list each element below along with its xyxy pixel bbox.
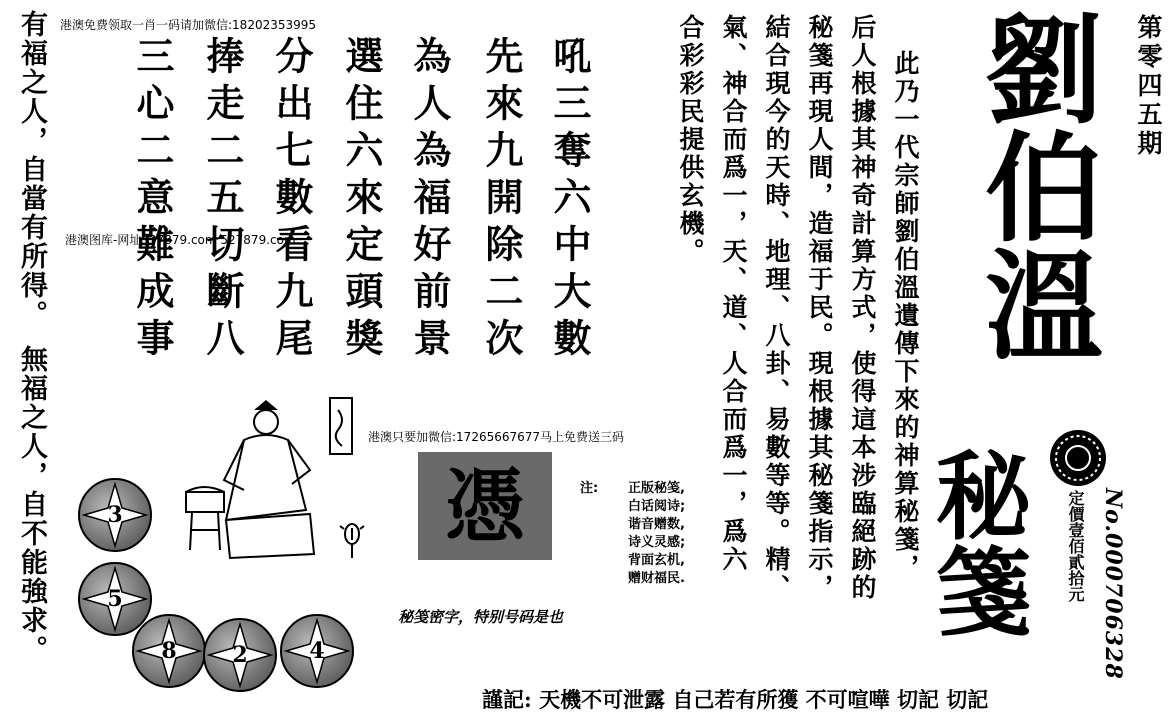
poem-line: 為人為福好前景 <box>407 36 451 365</box>
watermark-middle: 港澳图库-网址537879.com 527879.com <box>65 233 296 247</box>
poem-line: 先來九開除二次 <box>479 36 523 365</box>
ball-number: 5 <box>107 586 123 612</box>
left-column-text-2: 無福之人，自不能強求。 <box>16 345 47 664</box>
note-line: 赠财福民. <box>628 571 685 586</box>
poem-line: 選住六來定頭獎 <box>339 36 383 365</box>
main-title: 劉伯溫 <box>965 8 1104 362</box>
note-line: 白话阅诗; <box>628 499 686 514</box>
stamp-block <box>418 452 552 560</box>
secret-caption: 秘笺密字，特别号码是也 <box>398 608 564 626</box>
number-ball <box>280 614 354 688</box>
note-line: 诗义灵感; <box>628 535 686 550</box>
sub-title: 秘箋 <box>920 446 1033 638</box>
description-line: 秘箋再現人間，造福于民。現根據其秘箋指示， <box>805 14 834 602</box>
poem-line: 分出七數看九尾 <box>269 36 313 365</box>
ball-number: 3 <box>107 502 123 528</box>
seal-icon <box>1050 430 1106 486</box>
number-ball <box>203 618 277 692</box>
note-line: 正版秘笺, <box>628 481 685 496</box>
description-line: 后人根據其神奇計算方式，使得這本涉臨絕跡的 <box>848 14 877 602</box>
serial-number: No.000706328 <box>1100 488 1126 680</box>
ball-number: 4 <box>309 638 325 664</box>
poem-line: 吼三奪六中大數 <box>547 36 591 365</box>
note-list <box>628 480 685 588</box>
description-line: 合彩彩民提供玄機。 <box>676 14 705 266</box>
left-column-text-1: 有福之人，自當有所得。 <box>16 10 47 329</box>
description-line: 氣、神合而爲一，天、道、人合而爲一，爲六 <box>719 14 748 574</box>
bottom-warning: 謹記: 天機不可泄露 自己若有所獲 不可喧嘩 切記 切記 <box>482 687 989 712</box>
note-line: 背面玄机, <box>628 553 685 568</box>
watermark-center: 港澳只要加微信:17265667677马上免费送三码 <box>368 430 625 444</box>
stamp-character: 憑 <box>445 459 525 553</box>
candle-icon <box>338 520 366 560</box>
note-label: 注: <box>580 481 599 496</box>
issue-number: 第零四五期 <box>1134 14 1163 159</box>
number-ball <box>132 614 206 688</box>
poem-line: 三心二意難成事 <box>130 36 174 365</box>
price-label: 定價壹佰貳拾元 <box>1066 490 1085 602</box>
poem-line: 捧走二五切斷八 <box>200 36 244 365</box>
note-line: 谐音赠数, <box>628 517 685 532</box>
watermark-top: 港澳免费领取一肖一码请加微信:18202353995 <box>60 18 317 32</box>
description-line: 結合現今的天時、地理、八卦、易數等等。精、 <box>762 14 791 602</box>
description-line: 此乃一代宗師劉伯溫遺傳下來的神算秘箋， <box>891 50 920 582</box>
ball-number: 8 <box>161 638 177 664</box>
ball-number: 2 <box>232 642 248 668</box>
number-ball <box>78 478 152 552</box>
